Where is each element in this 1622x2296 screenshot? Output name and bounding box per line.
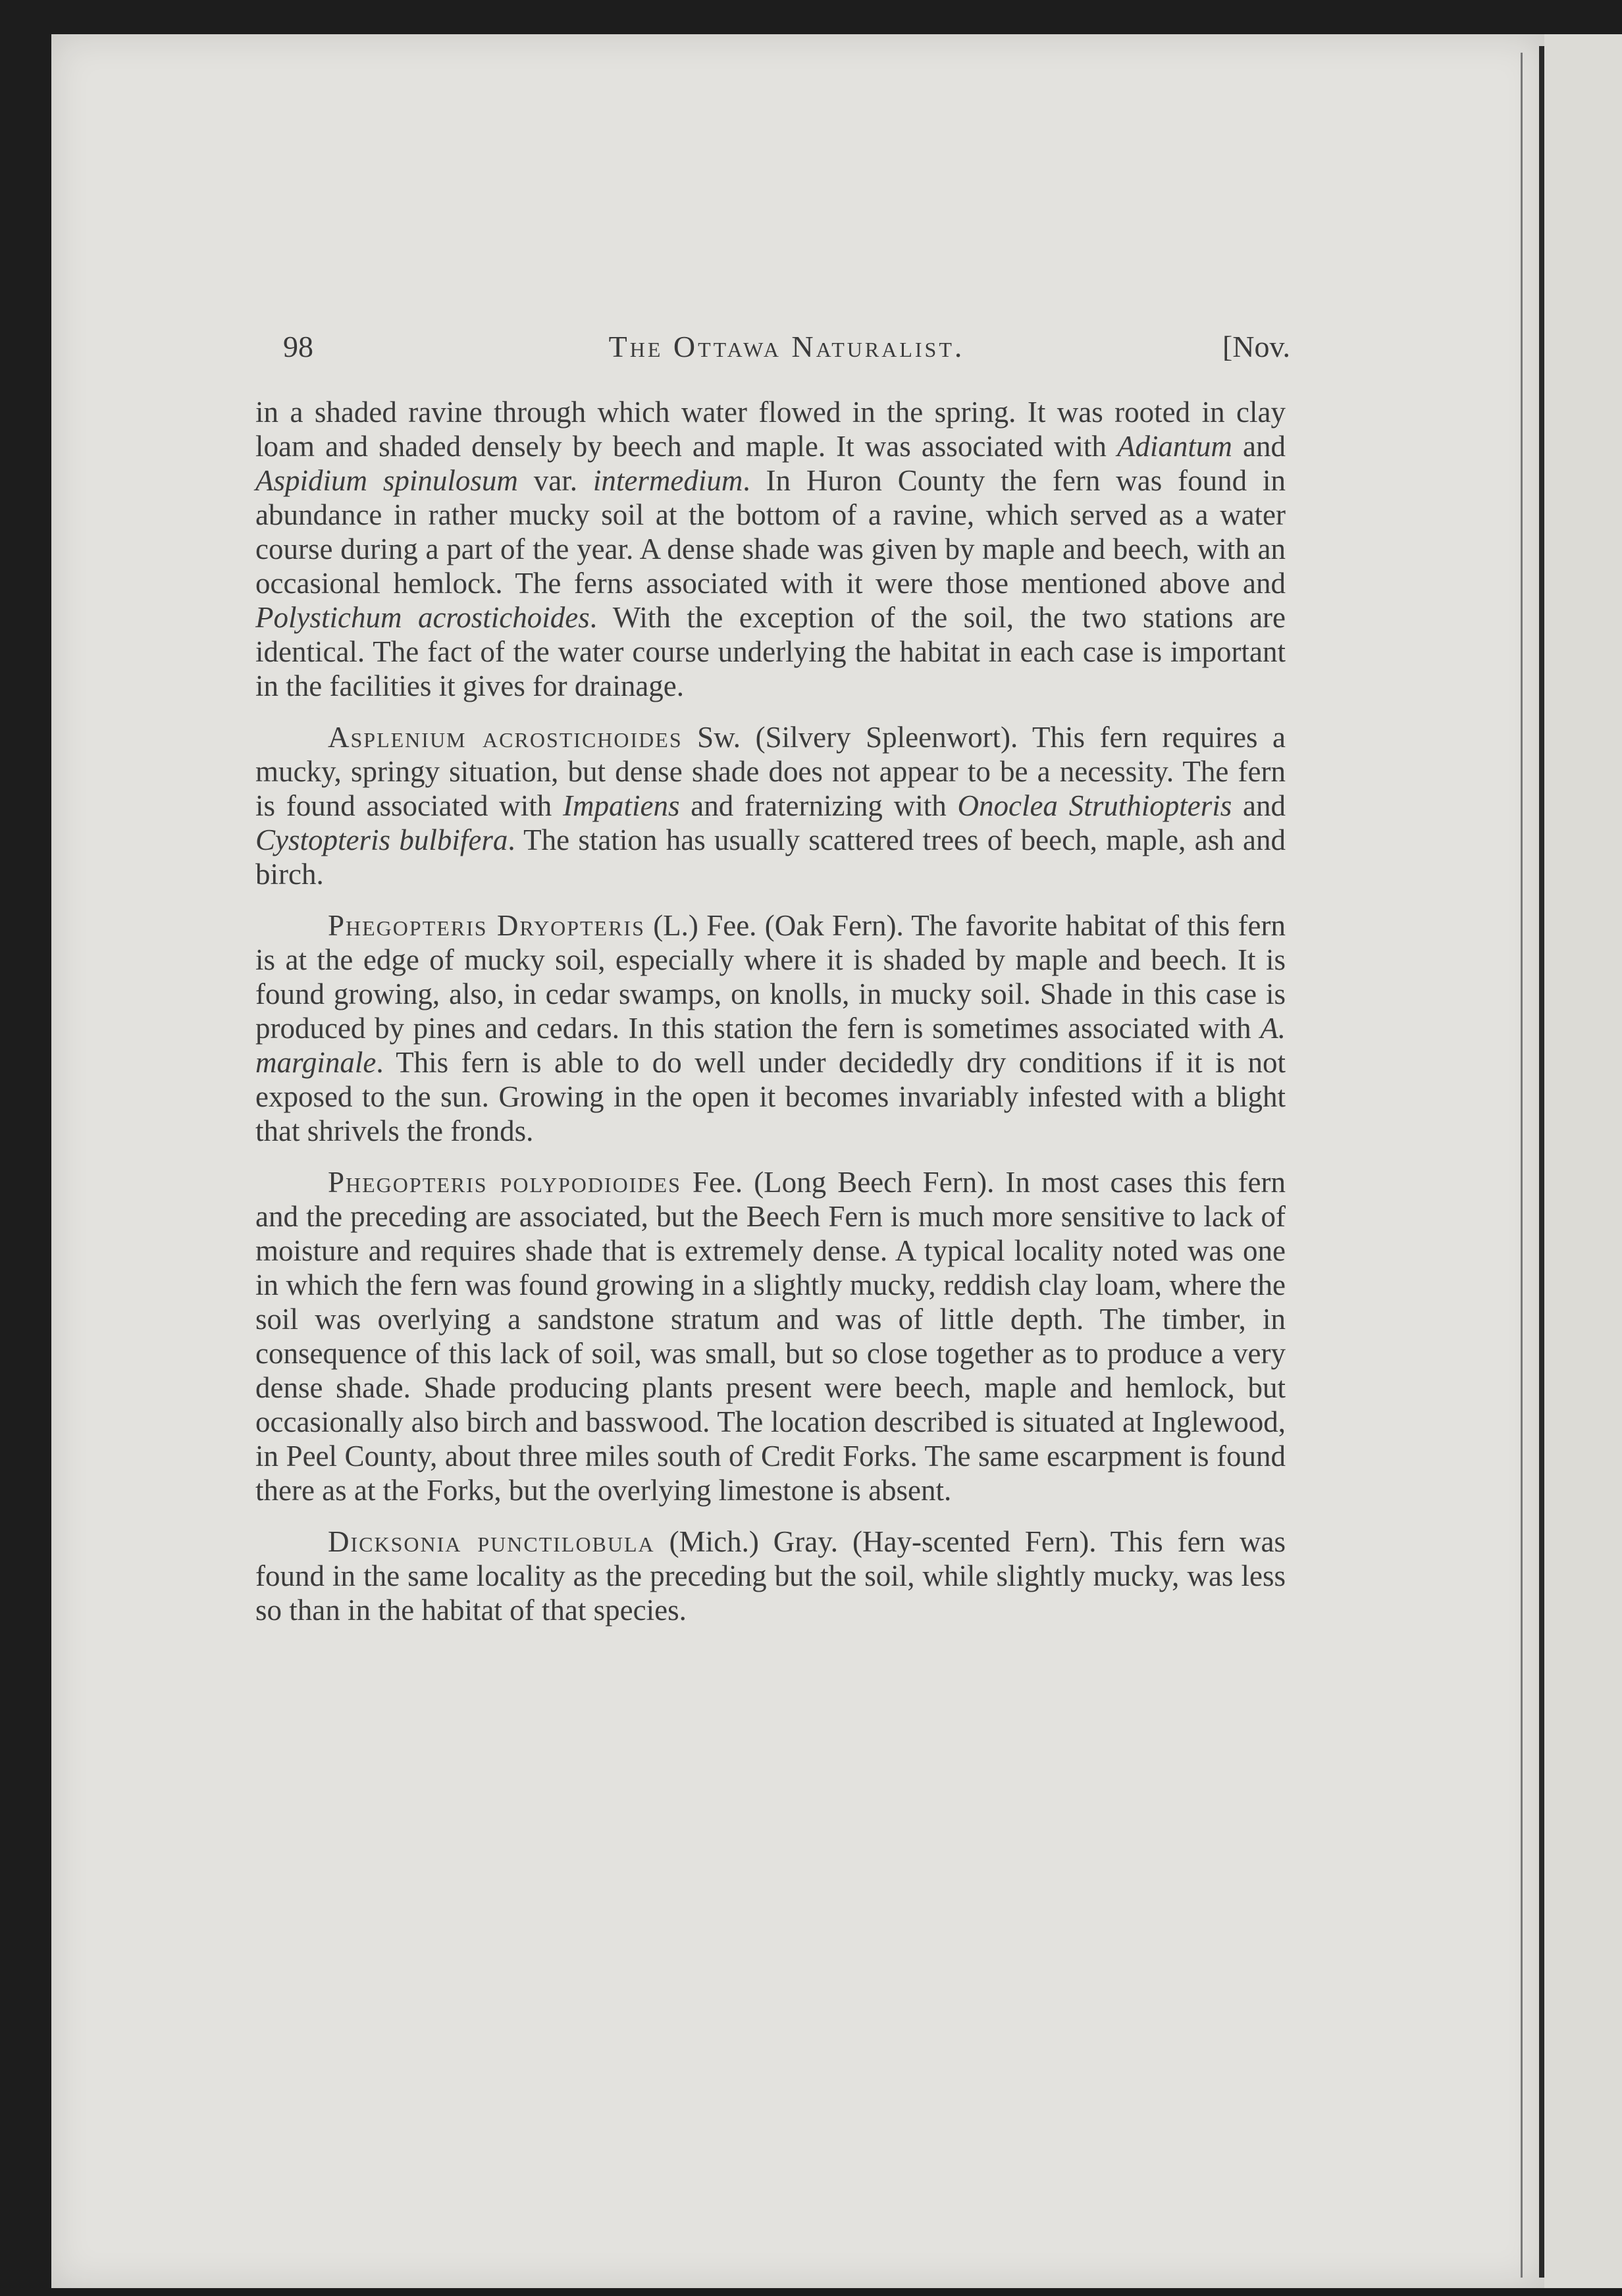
page-edge-line	[1521, 53, 1523, 2278]
paragraph-text: . The station has usually scattered trees of beech, maple, ash and birch.	[255, 823, 1286, 891]
species-heading: Phegopteris Dryopteris	[328, 909, 645, 942]
article-body	[255, 395, 1286, 1644]
facing-page-edge	[1544, 34, 1622, 2288]
paragraph-text: Sw. (Silvery Spleenwort). This fern requires a mucky, springy situation, but dense shade does not appear to be a necessity. The fern is found associated with	[255, 721, 1286, 822]
paragraph-text: in a shaded ravine through which water flowed in the spring. It was rooted in clay loam and shaded densely by beech and maple. It was associated with	[255, 396, 1286, 463]
page-gutter-shadow	[1539, 46, 1544, 2278]
issue-month: [Nov.	[1222, 330, 1290, 363]
italic-taxon: Onoclea Struthiopteris	[957, 789, 1232, 822]
italic-taxon: intermedium	[592, 464, 743, 497]
paragraph-text: . With the exception of the soil, the two stations are identical. The fact of the water course underlying the habitat in each case is important in the facilities it gives for drainage.	[255, 601, 1286, 702]
paragraph-text: and fraternizing with	[679, 789, 958, 822]
paragraph-text: (L.) Fee. (Oak Fern). The favorite habitat of this fern is at the edge of mucky soil, especially where it is shaded by maple and beech. It is found growing, also, in cedar swamps, on knolls, in mucky soil. Shade in this case is produced by pines and cedars. In this station the fern is sometimes associated with	[255, 909, 1286, 1045]
species-heading: Phegopteris polypodioides	[328, 1166, 681, 1199]
species-heading: Asplenium acrostichoides	[328, 721, 683, 754]
paragraph-text: var.	[517, 464, 593, 497]
species-paragraph	[255, 1525, 1286, 1627]
page-number: 98	[283, 330, 313, 363]
paragraph-text: Fee. (Long Beech Fern). In most cases this fern and the preceding are associated, but the Beech Fern is much more sensitive to lack of moisture and requires shade that is extremely dense. A typical locality noted was one in which the fern was found growing in a slightly mucky, reddish clay loam, where the soil was overlying a sandstone stratum and was of little depth. The timber, in consequence of this lack of soil, was small, but so close together as to produce a very dense shade. Shade producing plants present were beech, maple and hemlock, but occasionally also birch and basswood. The location described is situated at Inglewood, in Peel County, about three miles south of Credit Forks. The same escarpment is found there as at the Forks, but the overlying limestone is absent.	[255, 1166, 1286, 1507]
paragraph-text: . In Huron County the fern was found in abundance in rather mucky soil at the bottom of a ravine, which served as a water course during a part of the year. A dense shade was given by maple and beech, with an occasional hemlock. The ferns associated with it were those mentioned above and	[255, 464, 1286, 600]
italic-taxon: Polystichum acrostichoides	[255, 601, 590, 634]
species-paragraph	[255, 1165, 1286, 1507]
paragraph-text: (Mich.) Gray. (Hay-scented Fern). This fern was found in the same locality as the preceding but the soil, while slightly mucky, was less so than in the habitat of that species.	[255, 1525, 1286, 1627]
italic-taxon: Impatiens	[563, 789, 680, 822]
paragraph-text: and	[1232, 789, 1286, 822]
paragraph-text: and	[1232, 430, 1286, 463]
species-heading: Dicksonia punctilobula	[328, 1525, 655, 1558]
species-paragraph	[255, 720, 1286, 891]
paragraph-text: . This fern is able to do well under decidedly dry conditions if it is not exposed to the sun. Growing in the open it becomes invariably infested with a blight that shrivels the fronds.	[255, 1046, 1286, 1147]
continued-paragraph	[255, 395, 1286, 703]
italic-taxon: Cystopteris bulbifera	[255, 823, 508, 856]
italic-taxon: A. marginale	[255, 1012, 1286, 1079]
species-paragraph	[255, 908, 1286, 1148]
italic-taxon: Adiantum	[1116, 430, 1232, 463]
italic-taxon: Aspidium spinulosum	[255, 464, 518, 497]
running-title: The Ottawa Naturalist.	[608, 330, 965, 363]
page-header	[283, 329, 1290, 375]
